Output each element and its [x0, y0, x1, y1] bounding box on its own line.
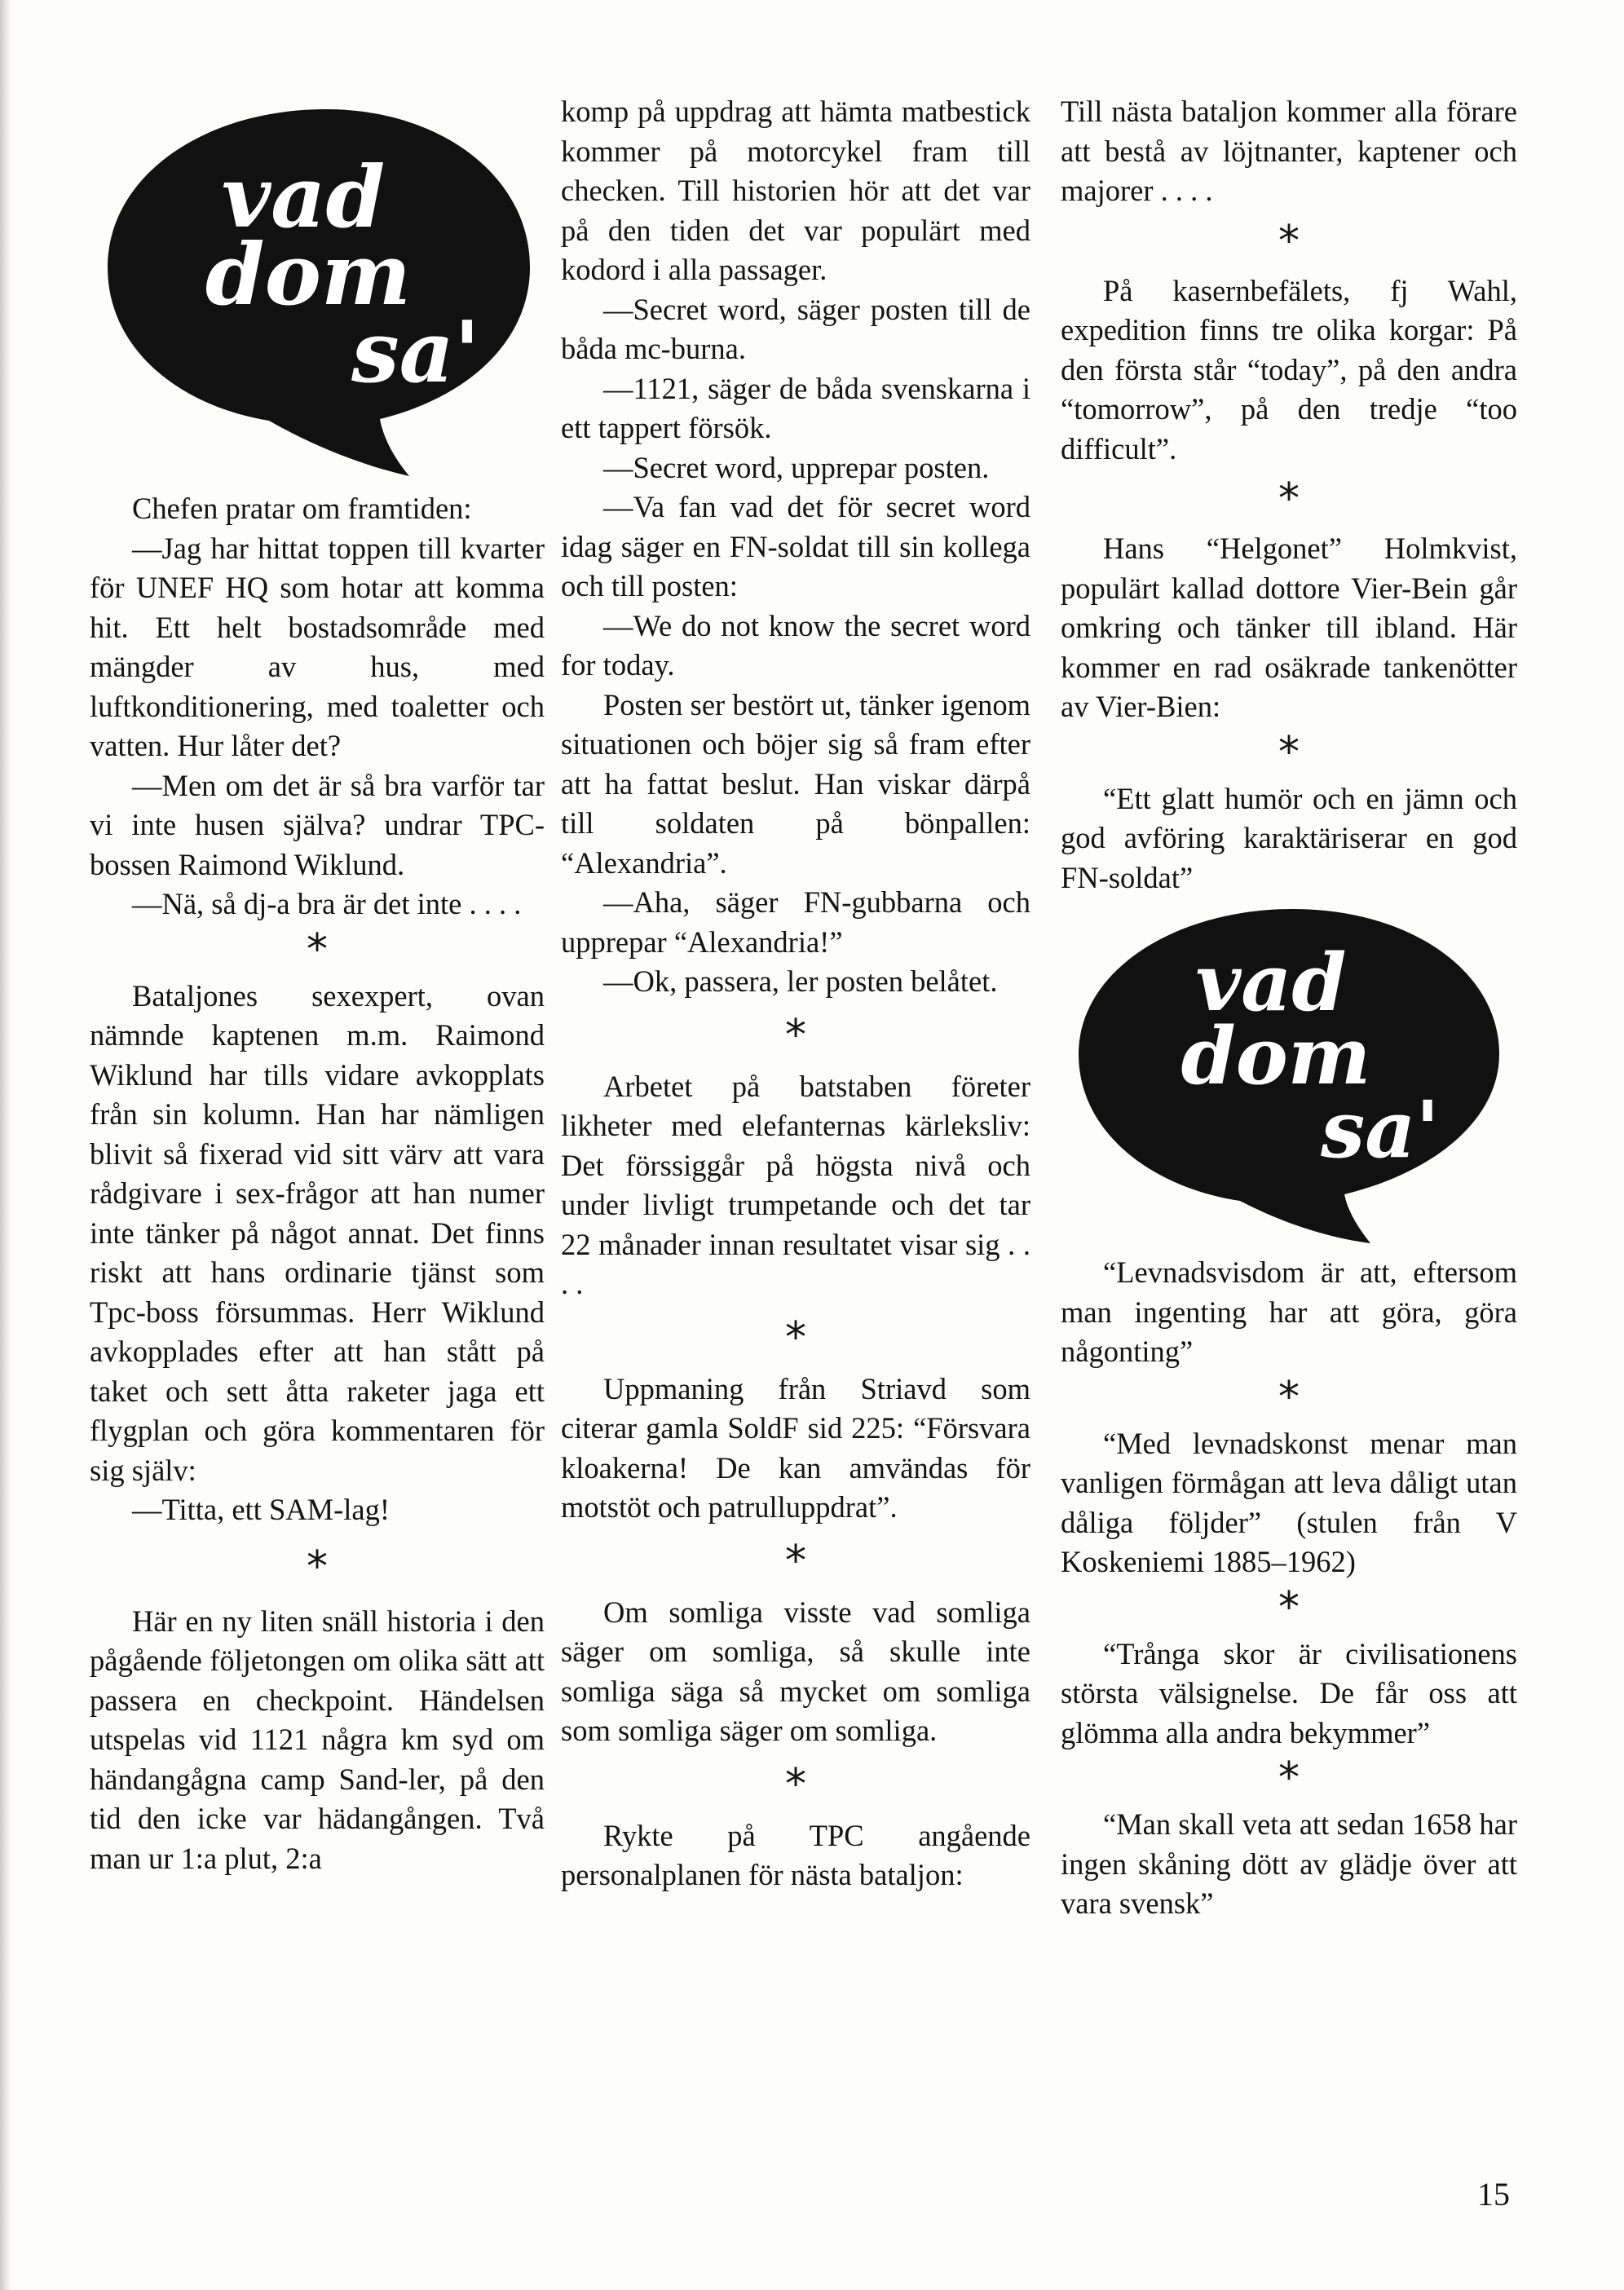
separator-asterisk: *	[307, 1542, 328, 1591]
vad-dom-sa-logo	[1061, 902, 1517, 1245]
column-1	[90, 489, 545, 1878]
separator-asterisk: *	[1278, 1754, 1300, 1802]
separator-asterisk: *	[785, 1313, 806, 1362]
paragraph: Posten ser bestört ut, tänker igenom situationen och böjer sig så fram efter att ha fattat beslut. Han viskar därpå till soldaten på bönpallen: “Alexandria”.	[561, 687, 1030, 880]
paragraph: —Men om det är så bra varför tar vi inte husen själva? undrar TPC-bossen Raimond Wiklund.	[90, 768, 545, 881]
page-edge-shadow	[0, 0, 11, 2290]
paragraph: —1121, säger de båda svenskarna i ett tappert försök.	[561, 371, 1030, 444]
page-number: 15	[1477, 2176, 1510, 2213]
separator-asterisk: *	[1278, 1372, 1300, 1422]
separator-asterisk: *	[785, 1759, 806, 1809]
separator-asterisk: *	[307, 924, 328, 974]
separator-asterisk: *	[785, 1536, 806, 1586]
paragraph: Här en ny liten snäll historia i den pågående följetongen om olika sätt att passera en checkpoint. Händelsen utspelas vid 1121 några km syd om händangågna camp Sand-ler, på den tid den icke var hädangången. Två man ur 1:a plut, 2:a	[90, 1604, 545, 1875]
paragraph: —Secret word, säger posten till de båda mc-burna.	[561, 292, 1030, 365]
separator-asterisk: *	[785, 1010, 806, 1060]
paragraph: Till nästa bataljon kommer alla förare att bestå av löjtnanter, kaptener och majorer . . . .	[1061, 95, 1517, 207]
vad-dom-sa-logo	[90, 104, 546, 479]
paragraph: Chefen pratar om framtiden:	[132, 492, 472, 525]
paragraph: “Trånga skor är civilisationens största välsignelse. De får oss att glömma alla andra bekymmer”	[1061, 1636, 1517, 1749]
paragraph: Rykte på TPC angående personalplanen för nästa bataljon:	[561, 1818, 1030, 1891]
logo-word-vad: vad	[221, 147, 386, 247]
separator-asterisk: *	[1278, 727, 1300, 777]
paragraph: Om somliga visste vad somliga säger om somliga, så skulle inte somliga säga så mycket om somliga som somliga säger om somliga.	[561, 1595, 1030, 1747]
paragraph: “Levnadsvisdom är att, eftersom man ingenting har att göra, göra någonting”	[1061, 1255, 1517, 1368]
separator-asterisk: *	[1278, 216, 1300, 266]
logo-word-dom: dom	[1180, 1010, 1371, 1102]
separator-asterisk: *	[1278, 474, 1300, 523]
paragraph: —Aha, säger FN-gubbarna och upprepar “Alexandria!”	[561, 885, 1030, 959]
paragraph: —Nä, så dj-a bra är det inte . . . .	[132, 887, 522, 920]
column-3	[1061, 92, 1517, 1924]
logo-word-dom: dom	[205, 224, 412, 324]
paragraph: På kasernbefälets, fj Wahl, expedition finns tre olika korgar: På den första står “today”, på den andra “tomorrow”, på den tredje “too difficult”.	[1061, 273, 1517, 466]
column-2	[561, 92, 1030, 1895]
paragraph: “Ett glatt humör och en jämn och god avföring karaktäriserar en god FN-soldat”	[1061, 781, 1517, 894]
paragraph: Bataljones sexexpert, ovan nämnde kaptenen m.m. Raimond Wiklund har tills vidare avkopplats från sin kolumn. Han har nämligen blivit så fixerad vid sitt värv att vara rådgivare i sex-frågor att han numer inte tänker på något annat. Det finns riskt att hans ordinarie tjänst som Tpc-boss försummas. Herr Wiklund avkopplades efter att han stått på taket och sett åtta raketer jaga ett flygplan och göra kommentaren för sig själv:	[90, 978, 545, 1487]
logo-word-sa: sa'	[1321, 1083, 1440, 1176]
paragraph: —We do not know the secret word for today.	[561, 608, 1030, 682]
paragraph: “Man skall veta att sedan 1658 har ingen skåning dött av glädje över att vara svensk”	[1061, 1807, 1517, 1920]
separator-asterisk: *	[1278, 1582, 1300, 1632]
paragraph: komp på uppdrag att hämta matbestick kommer på motorcykel fram till checken. Till historien hör att det var på den tiden det var populärt med kodord i alla passager.	[561, 95, 1030, 286]
paragraph: —Secret word, upprepar posten.	[603, 450, 990, 484]
paragraph: Hans “Helgonet” Holmkvist, populärt kallad dottore Vier-Bein går omkring och tänker till ibland. Här kommer en rad osäkrade tankenötter av Vier-Bien:	[1061, 532, 1517, 723]
paragraph: Uppmaning från Striavd som citerar gamla SoldF sid 225: “Försvara kloakerna! De kan amvändas för motstöt och patrulluppdrat”.	[561, 1371, 1030, 1524]
logo-word-vad: vad	[1195, 937, 1347, 1029]
paragraph: —Va fan vad det för secret word idag säger en FN-soldat till sin kollega och till posten:	[561, 490, 1030, 602]
paragraph: —Jag har hittat toppen till kvarter för UNEF HQ som hotar att komma hit. Ett helt bostadsområde med mängder av hus, med luftkonditionering, med toaletter och vatten. Hur låter det?	[90, 531, 545, 762]
paragraph: “Med levnadskonst menar man vanligen förmågan att leva dåligt utan dåliga följder” (stulen från V Koskeniemi 1885–1962)	[1061, 1426, 1517, 1578]
paragraph: Arbetet på batstaben företer likheter med elefanternas kärleksliv: Det förssiggår på högsta nivå och under livligt trumpetande och det tar 22 månader innan resultatet visar sig . . . .	[561, 1069, 1030, 1300]
paragraph: —Ok, passera, ler posten belåtet.	[603, 964, 998, 998]
paragraph: —Titta, ett SAM-lag!	[132, 1493, 391, 1526]
logo-word-sa: sa'	[351, 302, 480, 402]
